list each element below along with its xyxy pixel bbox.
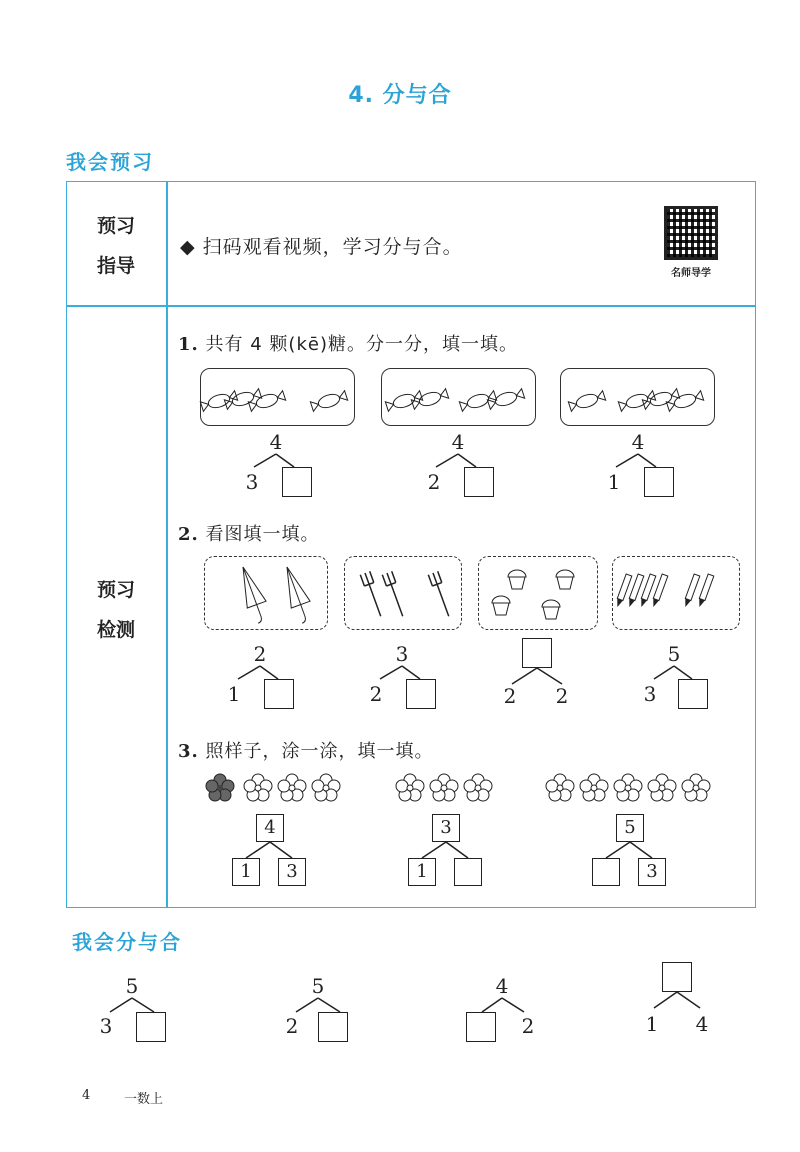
bond-left: 1 xyxy=(408,858,436,886)
bond-top: 2 xyxy=(253,642,267,666)
bond-left: 2 xyxy=(369,682,383,706)
answer-box[interactable] xyxy=(678,679,708,709)
candy-group-2 xyxy=(381,368,536,426)
number-bond-q3-3 xyxy=(588,814,672,888)
question-1-text: 共有 4 颗(kē)糖。分一分，填一填。 xyxy=(205,334,518,355)
answer-box[interactable] xyxy=(454,858,482,886)
flower-icon xyxy=(682,774,710,801)
number-bond-practice-4 xyxy=(640,962,724,1038)
number-bond-q3-1 xyxy=(228,814,312,888)
bond-left: 1 xyxy=(645,1012,659,1036)
bond-top: 4 xyxy=(269,430,283,454)
flower-icon xyxy=(580,774,608,801)
bond-left: 2 xyxy=(285,1014,299,1038)
answer-box[interactable] xyxy=(282,467,312,497)
bond-left: 3 xyxy=(245,470,259,494)
bond-right: 2 xyxy=(555,684,569,708)
bond-right: 4 xyxy=(695,1012,709,1036)
answer-box[interactable] xyxy=(264,679,294,709)
number-bond-practice-2 xyxy=(282,974,366,1046)
answer-box[interactable] xyxy=(318,1012,348,1042)
bond-right: 2 xyxy=(521,1014,535,1038)
bond-left: 3 xyxy=(99,1014,113,1038)
bond-left: 3 xyxy=(643,682,657,706)
answer-box[interactable] xyxy=(644,467,674,497)
number-bond-q2-3 xyxy=(498,638,578,710)
cupcake-group xyxy=(478,556,598,630)
bond-top: 5 xyxy=(616,814,644,842)
bond-top: 5 xyxy=(311,974,325,998)
bond-top: 4 xyxy=(256,814,284,842)
number-bond-q2-4 xyxy=(638,642,718,712)
answer-box[interactable] xyxy=(464,467,494,497)
question-3-text: 照样子，涂一涂，填一填。 xyxy=(205,741,434,762)
bond-top: 5 xyxy=(125,974,139,998)
fork-icon xyxy=(345,557,463,631)
candy-icon xyxy=(561,369,716,427)
flower-icon xyxy=(614,774,642,801)
fork-group xyxy=(344,556,462,630)
question-3-number: 3. xyxy=(178,741,199,762)
pencil-group xyxy=(612,556,740,630)
candy-icon xyxy=(201,369,356,427)
answer-box[interactable] xyxy=(136,1012,166,1042)
book-name: 一数上 xyxy=(124,1092,164,1107)
flower-icon xyxy=(396,774,424,801)
page-title: 4. 分与合 xyxy=(348,83,452,108)
flower-icon xyxy=(244,774,272,801)
qr-code[interactable] xyxy=(664,206,718,260)
bond-top: 3 xyxy=(395,642,409,666)
number-bond-q1-3 xyxy=(598,430,678,500)
bond-top: 4 xyxy=(631,430,645,454)
candy-group-3 xyxy=(560,368,715,426)
table-divider-vertical xyxy=(166,181,168,908)
flower-row-3 xyxy=(540,770,730,806)
cupcake-icon xyxy=(479,557,599,631)
number-bond-q2-1 xyxy=(220,642,300,712)
answer-box[interactable] xyxy=(466,1012,496,1042)
bond-left: 2 xyxy=(427,470,441,494)
answer-box[interactable] xyxy=(592,858,620,886)
bond-top: 3 xyxy=(432,814,460,842)
bond-left: 1 xyxy=(227,682,241,706)
question-1 xyxy=(178,330,518,356)
section-heading-practice: 我会分与合 xyxy=(72,930,182,954)
section-heading-preview: 我会预习 xyxy=(66,150,154,174)
guide-label-1: 预习 xyxy=(96,215,135,237)
flower-row-1 xyxy=(200,770,350,806)
question-1-number: 1. xyxy=(178,334,199,355)
flower-icon xyxy=(546,774,574,801)
table-divider-horizontal xyxy=(66,305,756,307)
page-number: 4 xyxy=(82,1088,91,1103)
flower-icon xyxy=(430,774,458,801)
question-2-text: 看图填一填。 xyxy=(205,524,320,545)
flower-icon xyxy=(464,774,492,801)
question-2-number: 2. xyxy=(178,524,199,545)
number-bond-practice-1 xyxy=(96,974,180,1046)
check-label-2: 检测 xyxy=(96,619,135,641)
guide-text: ◆ 扫码观看视频，学习分与合。 xyxy=(180,236,463,258)
flower-icon xyxy=(312,774,340,801)
bond-right: 3 xyxy=(278,858,306,886)
bond-right: 3 xyxy=(638,858,666,886)
bond-left: 1 xyxy=(232,858,260,886)
candy-group-1 xyxy=(200,368,355,426)
bond-left: 1 xyxy=(607,470,621,494)
question-3 xyxy=(178,737,434,763)
umbrella-group xyxy=(204,556,328,630)
number-bond-practice-3 xyxy=(464,974,548,1046)
flower-icon-filled xyxy=(206,774,234,801)
umbrella-icon xyxy=(205,557,329,631)
bond-left: 2 xyxy=(503,684,517,708)
bond-top: 5 xyxy=(667,642,681,666)
number-bond-q1-2 xyxy=(418,430,498,500)
question-2 xyxy=(178,520,320,546)
number-bond-q2-2 xyxy=(362,642,442,712)
flower-icon xyxy=(278,774,306,801)
answer-box[interactable] xyxy=(406,679,436,709)
number-bond-q3-2 xyxy=(404,814,488,888)
bond-top: 4 xyxy=(495,974,509,998)
flower-icon xyxy=(648,774,676,801)
flower-row-2 xyxy=(392,770,502,806)
guide-label-2: 指导 xyxy=(96,255,135,277)
candy-icon xyxy=(382,369,537,427)
qr-label: 名师导学 xyxy=(671,268,711,279)
bond-top: 4 xyxy=(451,430,465,454)
pencil-icon xyxy=(613,557,741,631)
number-bond-q1-1 xyxy=(236,430,316,500)
check-label-1: 预习 xyxy=(96,579,135,601)
